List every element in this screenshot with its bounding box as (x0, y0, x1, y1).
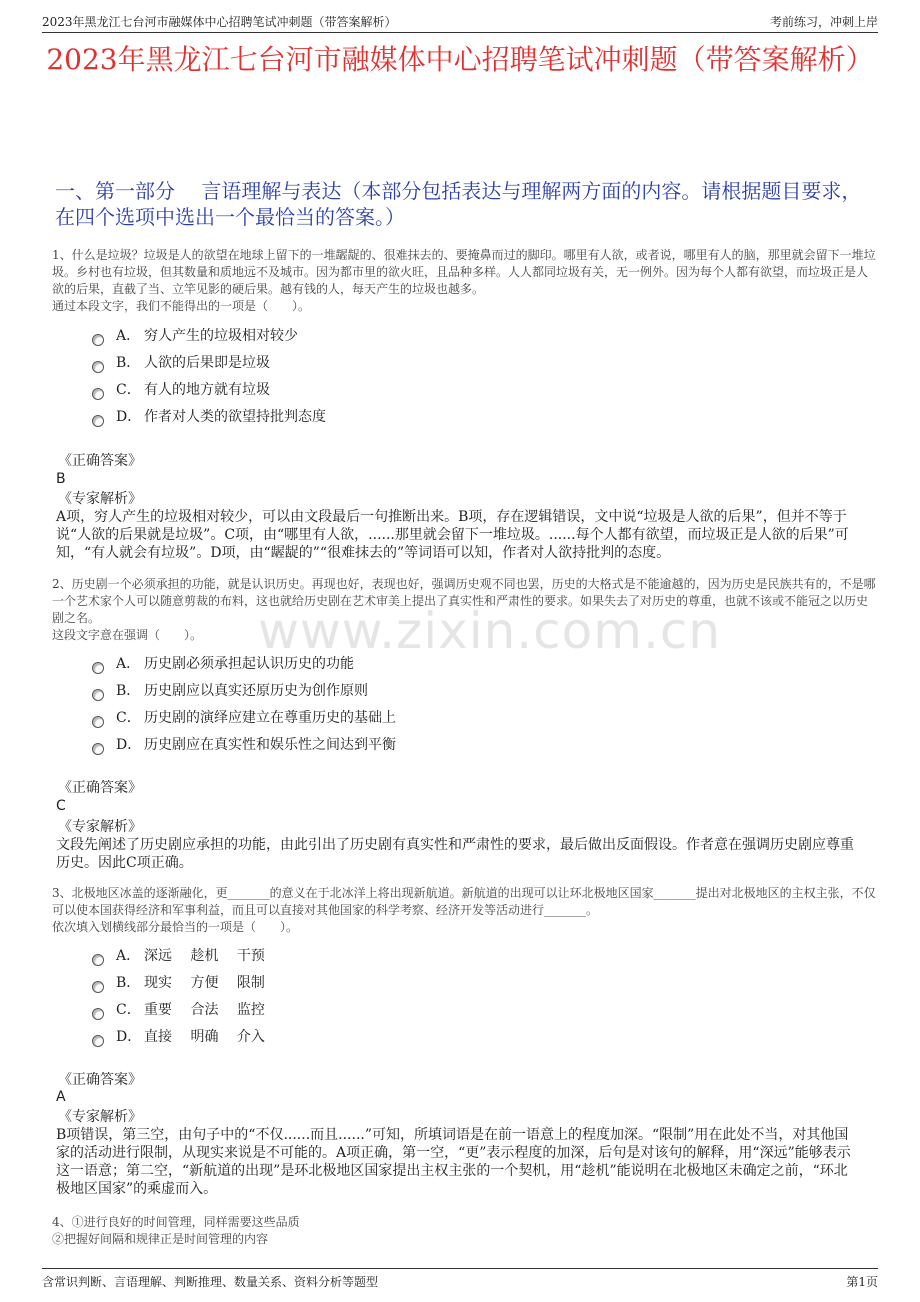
question-2-body: 2、历史剧一个必须承担的功能，就是认识历史。再现也好，表现也好，强调历史观不同也罢，历史的大格式是不能逾越的，因为历史是民族共有的，不是哪一个艺术家个人可以随意剪裁的布料，这也就给历史剧在艺术审美上提出了真实性和严肃性的要求。如果失去了对历史的尊重，也就不该或不能冠之以历史剧之名。 (52, 577, 876, 625)
question-1-option-a[interactable]: A． 穷人产生的垃圾相对较少 (92, 323, 326, 350)
page-number: 第1页 (846, 1275, 878, 1289)
question-2-answer: C (56, 798, 66, 814)
radio-button[interactable] (92, 361, 104, 373)
radio-button[interactable] (92, 388, 104, 400)
question-1-answer-label: 《正确答案》 (58, 453, 142, 469)
question-1-body: 1、什么是垃圾？垃圾是人的欲望在地球上留下的一堆龌龊的、很难抹去的、要掩鼻而过的脚印。哪里有人欲，或者说，哪里有人的脑，那里就会留下一堆垃圾。乡村也有垃圾，但其数量和质地远不及城市。因为都市里的欲火旺，且品种多样。人人都同垃圾有关，无一例外。因为每个人都有欲望，而垃圾正是人欲的后果，直截了当、立竿见影的硬后果。越有钱的人，每天产生的垃圾也越多。 (52, 248, 876, 296)
question-2-option-a[interactable]: A． 历史剧必须承担起认识历史的功能 (92, 651, 396, 678)
question-3-body: 3、北极地区冰盖的逐渐融化，更_______的意义在于北冰洋上将出现新航道。新航道的出现可以让环北极地区国家_______提出对北极地区的主权主张，不仅可以使本国获得经济和军事利益，而且可以直接对其他国家的科学考察、经济开发等活动进行_______。 (52, 886, 876, 917)
question-1-options (92, 323, 326, 431)
question-4-text (52, 1214, 878, 1248)
question-1-prompt: 通过本段文字，我们不能得出的一项是（ ）。 (52, 299, 311, 313)
watermark: www.zixin.com.cn (258, 602, 722, 660)
question-2-options (92, 651, 396, 759)
question-3-answer: A (56, 1089, 66, 1105)
question-1-option-b[interactable]: B． 人欲的后果即是垃圾 (92, 350, 326, 377)
header-doc-title: 2023年黑龙江七台河市融媒体中心招聘笔试冲刺题（带答案解析） (42, 15, 397, 29)
question-1-option-d[interactable]: D． 作者对人类的欲望持批判态度 (92, 404, 326, 431)
question-3-analysis: B项错误，第三空，由句子中的“不仅......而且......”可知，所填词语是在前一语意上的程度加深。“限制”用在此处不当，对其他国家的活动进行限制，从现实来说是不可能的。A项正确，第一空，“更”表示程度的加深，后句是对该句的解释，用“深远”能够表示这一语意；第二空，“新航道的出现”是环北极地区国家提出主权主张的一个契机，用“趁机”能说明在北极地区未确定之前，“环北极地区国家”的乘虚而入。 (56, 1127, 851, 1197)
radio-button[interactable] (92, 954, 104, 966)
question-3-text (52, 885, 878, 936)
radio-button[interactable] (92, 716, 104, 728)
radio-button[interactable] (92, 689, 104, 701)
question-2-analysis: 文段先阐述了历史剧应承担的功能，由此引出了历史剧有真实性和严肃性的要求，最后做出反面假设。作者意在强调历史剧应尊重历史。因此C项正确。 (56, 837, 854, 871)
radio-button[interactable] (92, 334, 104, 346)
question-2-text (52, 576, 878, 644)
page-title: 2023年黑龙江七台河市融媒体中心招聘笔试冲刺题（带答案解析） (46, 43, 874, 76)
question-2-option-d[interactable]: D． 历史剧应在真实性和娱乐性之间达到平衡 (92, 732, 396, 759)
question-3-options (92, 943, 265, 1051)
question-4-line-2: ②把握好间隔和规律正是时间管理的内容 (52, 1232, 269, 1246)
question-1-analysis: A项，穷人产生的垃圾相对较少，可以由文段最后一句推断出来。B项，存在逻辑错误，文中说“垃圾是人欲的后果”，但并不等于说“人欲的后果就是垃圾”。C项，由“哪里有人欲，......那里就会留下一堆垃圾。......每个人都有欲望，而垃圾正是人欲的后果”可知，“有人就会有垃圾”。D项，由“龌龊的”“很难抹去的”等词语可以知，作者对人欲持批判的态度。 (56, 509, 849, 561)
question-2-option-c[interactable]: C． 历史剧的演绎应建立在尊重历史的基础上 (92, 705, 396, 732)
question-3-option-d[interactable]: D． 直接 明确 介入 (92, 1024, 265, 1051)
question-3-analysis-label: 《专家解析》 (58, 1109, 142, 1125)
question-3-option-c[interactable]: C． 重要 合法 监控 (92, 997, 265, 1024)
question-3-option-b[interactable]: B． 现实 方便 限制 (92, 970, 265, 997)
question-1-analysis-label: 《专家解析》 (58, 491, 142, 507)
radio-button[interactable] (92, 415, 104, 427)
question-3-answer-label: 《正确答案》 (58, 1072, 142, 1088)
radio-button[interactable] (92, 1035, 104, 1047)
radio-button[interactable] (92, 981, 104, 993)
question-2-answer-label: 《正确答案》 (58, 780, 142, 796)
section-title: 一、第一部分 言语理解与表达（本部分包括表达与理解两方面的内容。请根据题目要求，在四个选项中选出一个最恰当的答案。） (55, 179, 862, 229)
question-3-option-a[interactable]: A． 深远 趁机 干预 (92, 943, 265, 970)
question-2-prompt: 这段文字意在强调（ ）。 (52, 628, 203, 642)
radio-button[interactable] (92, 1008, 104, 1020)
question-4-line-1: 4、①进行良好的时间管理，同样需要这些品质 (52, 1215, 300, 1229)
footer-note: 含常识判断、言语理解、判断推理、数量关系、资料分析等题型 (42, 1275, 379, 1289)
question-2-analysis-label: 《专家解析》 (58, 819, 142, 835)
page-header (42, 10, 878, 33)
radio-button[interactable] (92, 743, 104, 755)
radio-button[interactable] (92, 662, 104, 674)
question-1-text (52, 247, 878, 315)
question-2-option-b[interactable]: B． 历史剧应以真实还原历史为创作原则 (92, 678, 396, 705)
question-1-answer: B (56, 471, 66, 487)
header-slogan: 考前练习，冲刺上岸 (769, 15, 878, 29)
question-1-option-c[interactable]: C． 有人的地方就有垃圾 (92, 377, 326, 404)
page-footer (42, 1268, 878, 1291)
question-3-prompt: 依次填入划横线部分最恰当的一项是（ ）。 (52, 920, 299, 934)
